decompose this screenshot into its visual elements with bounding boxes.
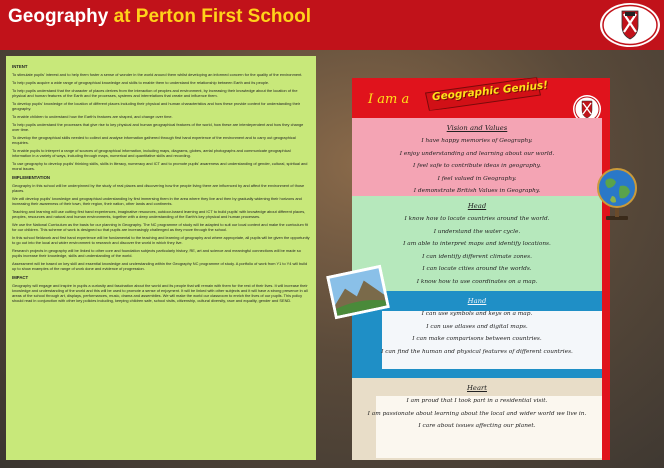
section-line: I demonstrate British Values in Geography. [413,188,541,194]
hand-section [352,291,602,378]
page-title [8,6,311,28]
section-line: I know how to use coordinates on a map. [416,278,538,285]
section-heading: Vision and Values [446,124,508,132]
section-line: I can make comparisons between countries. [412,336,542,342]
policy-text-panel [6,56,316,460]
policy-paragraph: To help pupils understand the processes that give rise to key physical and human geographical features of the world, how these are interdependent and how they change over time. [12,122,304,132]
heart-section [352,378,602,460]
section-line: I can locate cities around the worlds. [422,266,532,272]
head-section [352,196,602,291]
section-line: I am able to interpret maps and identify locations. [403,241,551,247]
section-line: I can use symbols and keys on a map. [421,311,533,317]
policy-paragraph: To develop pupils' knowledge of the location of different places including their physical and human characteristics and how these provide context for understanding their geography. [12,101,301,111]
policy-paragraph: In this school fieldwork and first hand experience will be fundamental to the teaching and learning of geography and where appropriate, all pupils will be given the opportunity to go out into the local and wider environment to research and discover the world in which they live. [12,235,310,245]
globe-icon [594,166,640,222]
section-line: I understand the water cycle. [433,228,521,235]
section-line: I care about issues affecting our planet. [418,423,536,429]
section-line: I can find the human and physical features of different countries. [381,348,573,355]
policy-paragraph: To enable children to understand how the Earth's features are shaped, and change over time. [12,114,173,119]
policy-paragraph: To help pupils acquire a wide range of geographical knowledge and skills to enable them to understand the relationship between Earth and its people. [12,80,270,85]
genius-title: Geographic Genius! [431,79,549,104]
section-heading: Head [467,202,487,210]
policy-paragraph: We use the National Curriculum as the basis for our planning in Geography. The NC programme of study will be adapted to suit our local context and make the curriculum fit for our children. This scheme of work is designed so that pupils are increasingly challenged as they move through the school. [12,222,308,232]
policy-paragraph: To use geography to develop pupils' thinking skills, skills in literacy, numeracy and ICT and to promote pupils' awareness and understanding of gender, cultural, spiritual and moral issues. [12,161,308,171]
section-line: I know how to locate countries around the world. [404,216,550,222]
section-line: I can identify different climate zones. [422,253,532,260]
implementation-heading: IMPLEMENTATION [12,175,51,180]
policy-paragraph: To help pupils understand that the character of places derives from the interaction of peoples and environment, by increasing their knowledge about the location of the physical and human features of the Earth and the processes, systems and interrelations that create and influence them. [12,88,298,98]
impact-heading: IMPACT [12,275,29,280]
section-heading: Hand [467,297,487,305]
section-line: I have happy memories of Geography. [421,138,533,144]
policy-paragraph: Teaching and learning will use cutting first hand experiences, imaginative resources, outdoor-based learning and ICT to build pupils' with knowledge about different places, peoples, resources and natural and human environments, together with a deep understanding of the Earth's key physical and human processes. [12,209,306,219]
poster-edge [602,78,610,460]
section-line: I am proud that I took part in a residential visit. [406,398,548,404]
policy-paragraph: To enable pupils to interpret a range of sources of geographical information, including maps, diagrams, globes, aerial photographs and communicate geographical information in a variety of ways, including through maps, numerical and quantitative skills and recording. [12,148,291,158]
section-line: I enjoy understanding and learning about our world. [399,150,555,157]
section-line: I feel valued in Geography. [437,175,517,182]
section-line: I feel safe to contribute ideas in geography. [413,163,541,169]
policy-paragraph: Geography will engage and inspire in pupils a curiosity and fascination about the world and its people that will remain with them for the rest of their lives. It will increase their knowledge and understanding of the world and this will be used to promote a sense of enjoyment. It will be linked with other subjects and it will have a strong presence in all areas of the school through art, displays, performances, music, drama and assemblies. We will make the world our classroom to enrich the lives of our pupils. This policy should read in conjunction with other key policies including, keeping children safe, school visits, citizenship, cultural diversity, race and equality, gender and SEND. [12,283,308,303]
policy-paragraph: Research projects in geography will be linked to other core and foundation subjects particularly history, RE, art and science and meaningful connections will be made so pupils increase their knowledge, skills and understanding of the world. [12,248,301,258]
vision-values-section [352,118,602,196]
i-am-a-text: I am a [368,92,410,107]
policy-paragraph: We will develop pupils' knowledge and geographical understanding by first immersing them in the area where they live and then by gradually widening their horizons and increasing their awareness of their town, their region, their nation, other lands and continents. [12,196,302,206]
policy-paragraph: To stimulate pupils' interest and to help them foster a sense of wonder in the world around them whilst developing an informed concern for the quality of the environment. [12,72,303,77]
geographic-genius-poster [352,68,602,460]
policy-paragraph: Assessment will be based on key skill and essential knowledge and understanding within the Geography NC programme of study. A portfolio of work from Y1 to Y4 will build up to show examples of the range of work done and evidence of progression. [12,261,308,271]
school-crest-icon [598,2,662,48]
intent-heading: INTENT [12,64,28,69]
policy-paragraph: Geography in this school will be underpinned by the study of real places and discovering how the people living there are influenced by and affect the environment of those places. [12,183,305,193]
section-line: I can use atlases and digital maps. [426,323,528,330]
section-heading: Heart [467,384,487,392]
policy-paragraph: To develop the geographical skills needed to collect and analyse information gathered through first hand experience of the environment and to carry out geographical enquiries. [12,135,296,145]
title-school: at Perton First School [113,6,312,27]
section-line: I am passionate about learning about the local and wider world we live in. [367,410,587,417]
title-main: Geography [8,6,109,27]
genius-banner [423,77,549,111]
header-bar [0,0,664,50]
poster-banner [352,78,602,118]
